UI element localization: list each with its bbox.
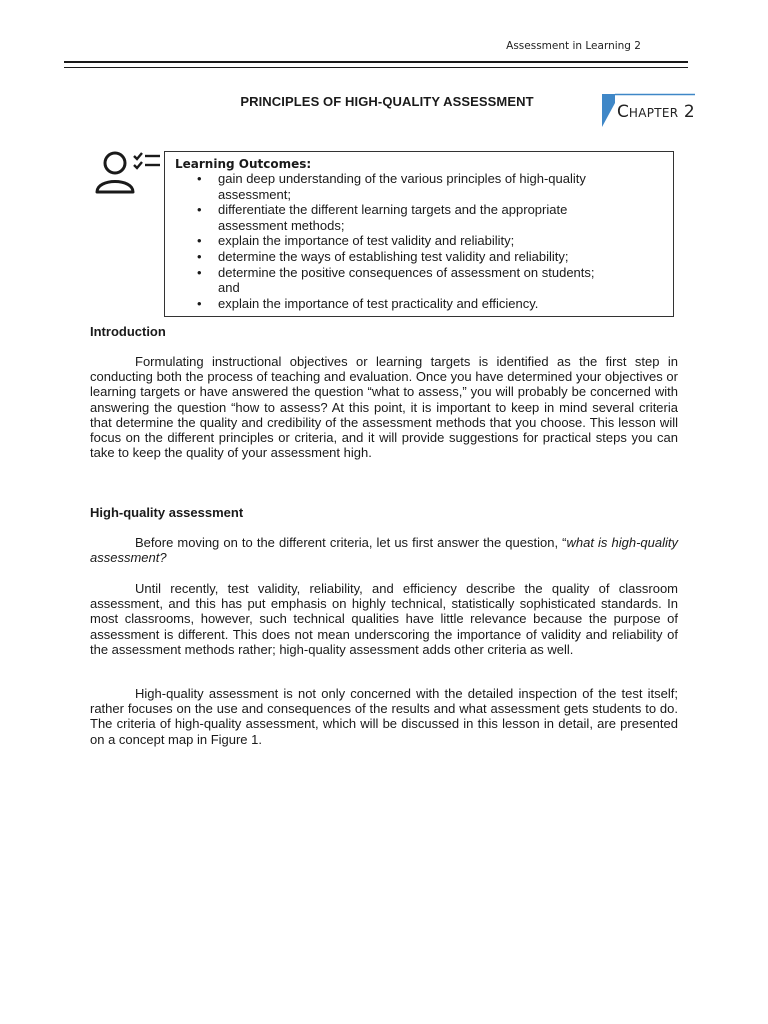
outcome-item: • determine the positive consequences of assessment on students; and xyxy=(165,265,618,296)
header-rule-thick xyxy=(64,61,688,63)
chapter-first-letter: C xyxy=(617,102,629,122)
outcome-item: • explain the importance of test practicality and efficiency. xyxy=(165,296,618,312)
introduction-heading: Introduction xyxy=(90,324,166,339)
chapter-label xyxy=(617,102,695,122)
learning-outcomes-heading: Learning Outcomes: xyxy=(175,157,312,171)
header-rule-thin xyxy=(64,67,688,68)
outcome-item: • differentiate the different learning targets and the appropriate assessment methods; xyxy=(165,202,618,233)
chapter-badge xyxy=(601,93,696,129)
introduction-paragraph: Formulating instructional objectives or learning targets is identified as the first step in conducting both the process of teaching and evaluation. Once you have determined your objectives or learning targets or have answered the question “what to assess,” you will probably be concerned with answering the question “how to assess? At this point, it is important to keep in mind several criteria that determine the quality and credibility of the assessment methods that you choose. This lesson will focus on the different principles or criteria, and it will provide suggestions for practical steps you can take to keep the quality of your assessment high. xyxy=(90,354,678,461)
p1-lead-text: Before moving on to the different criteria, let us first answer the question, “ xyxy=(135,535,567,550)
learner-checklist-icon xyxy=(93,148,163,196)
outcome-item: • explain the importance of test validity and reliability; xyxy=(165,233,618,249)
high-quality-paragraph-1 xyxy=(90,535,678,565)
chapter-number: 2 xyxy=(683,102,695,122)
learning-outcomes-box xyxy=(164,151,674,317)
outcome-item: • determine the ways of establishing test validity and reliability; xyxy=(165,249,618,265)
outcome-item: • gain deep understanding of the various principles of high-quality assessment; xyxy=(165,171,618,202)
running-header: Assessment in Learning 2 xyxy=(506,40,641,52)
high-quality-paragraph-2: Until recently, test validity, reliability, and efficiency describe the quality of classroom assessment, and this has put emphasis on highly technical, statistically sophisticated standards. In most classrooms, however, such technical qualities have little relevance because the purpose of assessment is different. This does not mean underscoring the importance of validity and reliability of the assessment methods rather; high-quality assessment adds other criteria as well. xyxy=(90,581,678,657)
learning-outcomes-list xyxy=(165,171,618,311)
high-quality-heading: High-quality assessment xyxy=(90,505,244,520)
chapter-rest: HAPTER xyxy=(628,106,679,120)
high-quality-paragraph-3: High-quality assessment is not only concerned with the detailed inspection of the test itself; rather focuses on the use and consequences of the results and what assessment gets students to do. The criteria of high-quality assessment, which will be discussed in this lesson in detail, are presented on a concept map in Figure 1. xyxy=(90,686,678,747)
document-title: PRINCIPLES OF HIGH-QUALITY ASSESSMENT xyxy=(240,94,534,109)
p1-italic-question: what is high-quality assessment? xyxy=(90,535,678,566)
